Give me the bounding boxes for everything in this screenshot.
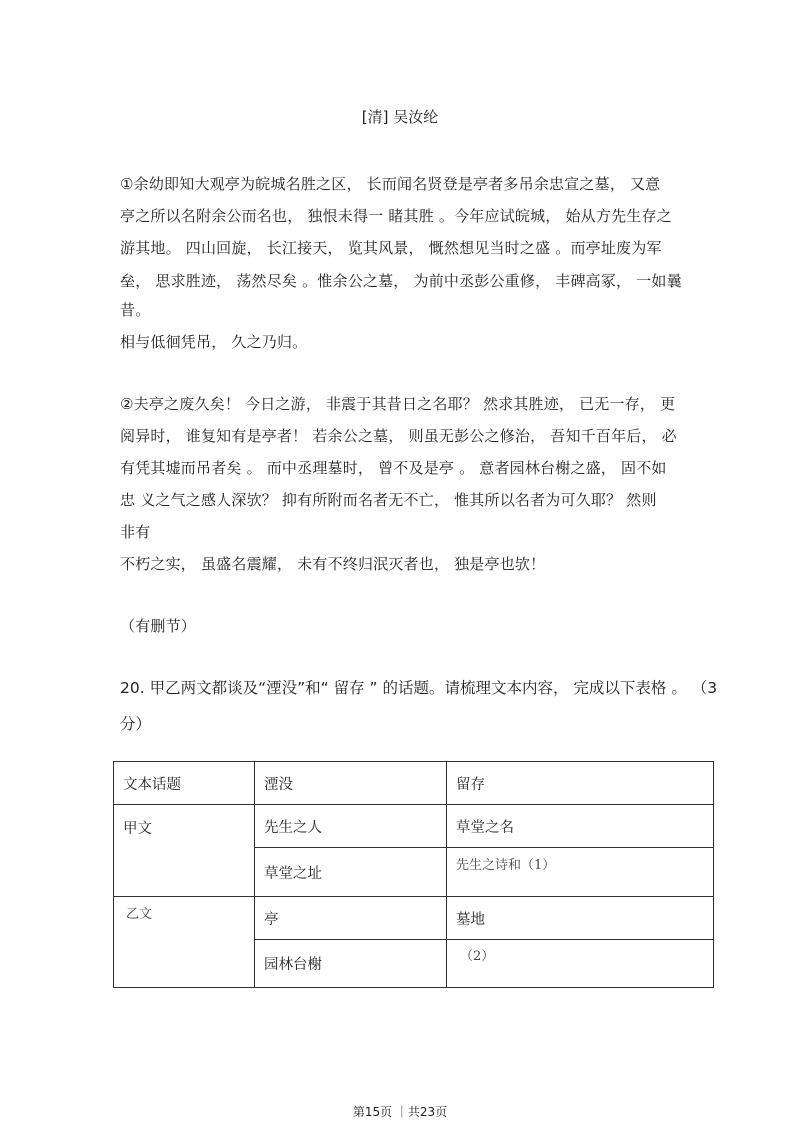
para2-line-2: 阅异时， 谁复知有是亭者！ 若余公之墓， 则虽无彭公之修治， 吾知千百年后， 必 bbox=[120, 427, 677, 445]
row-label-jia: 甲文 bbox=[114, 805, 255, 897]
para1-line-2: 亭之所以名附余公而名也， 独恨未得一 睹其胜 。今年应试皖城， 始从方先生存之 bbox=[120, 207, 672, 225]
answer-blank-1[interactable]: 先生之诗和（1） bbox=[447, 848, 714, 897]
table-cell: 草堂之址 bbox=[255, 848, 447, 897]
table-header-row bbox=[114, 762, 714, 805]
para1-line-3: 游其地。 四山回旋， 长江接天， 览其风景， 慨然想见当时之盛 。而亭址废为军 bbox=[120, 239, 662, 257]
table-header-cell: 文本话题 bbox=[114, 762, 255, 805]
para2-line-4: 忠 义之气之感人深欤？ 抑有所附而名者无不亡， 惟其所以名者为可久耶？ 然则 bbox=[120, 491, 657, 509]
question-line-2: 分） bbox=[120, 715, 152, 733]
answer-table bbox=[113, 761, 714, 988]
para2-line-1: ②夫亭之废久矣！ 今日之游， 非震于其昔日之名耶？ 然求其胜迹， 已无一存， 更 bbox=[120, 395, 676, 413]
para1-line-4: 垒， 思求胜迹， 荡然尽矣 。惟余公之墓， 为前中丞彭公重修， 丰碑高冢， 一如曩 bbox=[120, 272, 682, 290]
table-header-cell: 留存 bbox=[447, 762, 714, 805]
para1-line-5: 昔。 bbox=[120, 301, 151, 319]
para1-line-6: 相与低徊凭吊， 久之乃归。 bbox=[120, 333, 308, 351]
para2-line-6: 不朽之实， 虽盛名震耀， 未有不终归泯灭者也， 独是亭也欤！ bbox=[120, 555, 546, 573]
row-label-yi: 乙文 bbox=[114, 897, 255, 988]
table-row bbox=[114, 805, 714, 848]
table-cell: 亭 bbox=[255, 897, 447, 940]
answer-blank-2[interactable]: （2） bbox=[447, 940, 714, 988]
author-line: [清] 吴汝纶 bbox=[361, 108, 439, 126]
table-cell: 先生之人 bbox=[255, 805, 447, 848]
table-cell: 草堂之名 bbox=[447, 805, 714, 848]
table-row bbox=[114, 897, 714, 940]
question-line-1: 20. 甲乙两文都谈及“湮没”和“ 留存 ” 的话题。请梳理文本内容， 完成以下表格 。 （3 bbox=[120, 679, 718, 697]
para1-line-1: ①余幼即知大观亭为皖城名胜之区， 长而闻名贤登是亭者多吊余忠宣之墓， 又意 bbox=[120, 175, 661, 193]
table-header-cell: 湮没 bbox=[255, 762, 447, 805]
table-cell: 园林台榭 bbox=[255, 940, 447, 988]
source-note: （有删节） bbox=[120, 617, 197, 635]
para2-line-5: 非有 bbox=[120, 523, 151, 541]
table-cell: 墓地 bbox=[447, 897, 714, 940]
page-footer: 第15页 ｜共23页 bbox=[352, 1105, 448, 1119]
para2-line-3: 有凭其墟而吊者矣 。 而中丞理墓时， 曾不及是亭 。 意者园林台榭之盛， 固不如 bbox=[120, 459, 667, 477]
